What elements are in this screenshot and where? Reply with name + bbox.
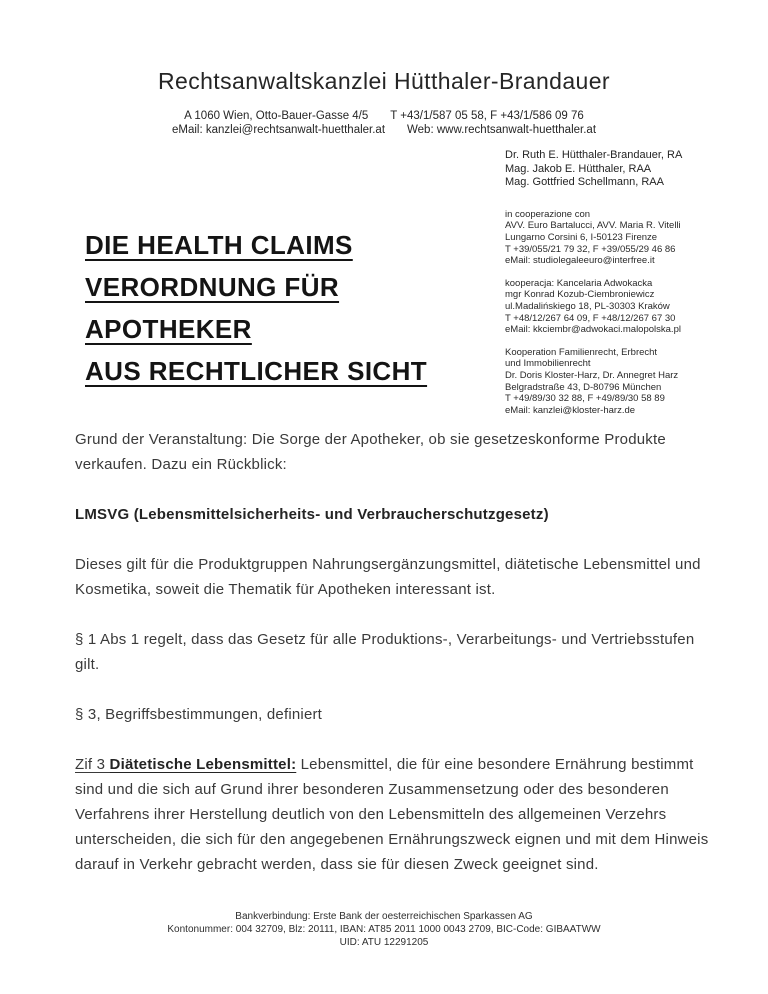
paragraph-product-groups: Dieses gilt für die Produktgruppen Nahrungsergänzungsmittel, diätetische Lebensmittel und Kosmetika, soweit die Thematik für Apotheken interessant ist. [75,556,701,598]
attorney-name: Dr. Ruth E. Hütthaler-Brandauer, RA [505,149,683,161]
title-line-3: AUS RECHTLICHER SICHT [85,356,428,386]
coop-line: ul.Madalińskiego 18, PL-30303 Kraków [505,300,670,312]
paragraph-intro: Grund der Veranstaltung: Die Sorge der Apotheker, ob sie gesetzeskonforme Produkte verkaufen. Dazu ein Rückblick: [75,431,666,473]
coop-line: und Immobilienrecht [505,358,591,370]
coop-line: eMail: kkciembr@adwokaci.malopolska.pl [505,324,681,336]
document-title [85,224,505,392]
letterhead [0,68,768,137]
paragraph-section-1: § 1 Abs 1 regelt, dass das Gesetz für alle Produktions-, Verarbeitungs- und Vertriebsstufen gilt. [75,631,695,673]
firm-name: Rechtsanwaltskanzlei Hütthaler-Brandauer [158,68,610,94]
contact-line-1 [0,109,768,123]
coop-line: eMail: studiolegaleeuro@interfree.it [505,255,655,267]
firm-address: A 1060 Wien, Otto-Bauer-Gasse 4/5 [184,110,369,122]
attorney-name: Mag. Jakob E. Hütthaler, RAA [505,162,652,175]
coop-line: Lungarno Corsini 6, I-50123 Firenze [505,231,658,243]
coop-line: T +48/12/267 64 09, F +48/12/267 67 30 [505,312,676,324]
title-line-2: VERORDNUNG FÜR APOTHEKER [85,272,340,344]
coop-line: AVV. Euro Bartalucci, AVV. Maria R. Vitelli [505,220,681,232]
heading-lmsvg: LMSVG (Lebensmittelsicherheits- und Verbraucherschutzgesetz) [75,506,549,523]
coop-line: Belgradstraße 43, D-80796 München [505,381,662,393]
coop-line: Dr. Doris Kloster-Harz, Dr. Annegret Harz [505,369,679,381]
coop-line: T +49/89/30 32 88, F +49/89/30 58 89 [505,393,665,405]
footer-uid-line: UID: ATU 12291205 [339,936,429,948]
document-body [75,427,709,902]
paragraph-section-3: § 3, Begriffsbestimmungen, definiert [75,706,323,723]
zif3-term: Diätetische Lebensmittel: [109,756,297,773]
footer-account-line: Kontonummer: 004 32709, Blz: 20111, IBAN: AT85 2011 1000 0043 2709, BIC-Code: GIBAATWW [167,923,601,935]
zif3-prefix: Zif 3 [75,756,110,773]
coop-line: kooperacja: Kancelaria Adwokacka [505,277,653,289]
coop-line: Kooperation Familienrecht, Erbrecht [505,346,658,358]
coop-line: in cooperazione con [505,208,591,220]
paragraph-zif3 [75,752,709,877]
cooperation-block-poland [505,278,755,336]
footer-bank-details [0,911,768,949]
coop-line: mgr Konrad Kozub-Ciembroniewicz [505,289,655,301]
attorney-name: Mag. Gottfried Schellmann, RAA [505,176,664,189]
firm-web: Web: www.rechtsanwalt-huetthaler.at [407,124,597,136]
coop-line: eMail: kanzlei@kloster-harz.de [505,404,636,416]
right-info-column [505,149,755,427]
coop-line: T +39/055/21 79 32, F +39/055/29 46 86 [505,243,676,255]
firm-phone-fax: T +43/1/587 05 58, F +43/1/586 09 76 [390,110,584,122]
contact-line-2 [0,123,768,137]
cooperation-block-italy [505,209,755,267]
footer-bank-line: Bankverbindung: Erste Bank der oesterreichischen Sparkassen AG [235,911,533,922]
zif3-definition: Lebensmittel, die für eine besondere Ernährung bestimmt sind und die sich auf Grund ihrer besonderen Zusammensetzung oder des besonderen Verfahrens ihrer Herstellung deutlich von den Lebensmitteln des allgemeinen Verzehrs unterscheiden, die sich für den angegebenen Ernährungszweck eignen und mit dem Hinweis darauf in Verkehr gebracht werden, dass sie für diesen Zweck geeignet sind. [75,756,709,873]
attorneys-list [505,149,755,190]
cooperation-block-germany [505,347,755,417]
title-line-1: DIE HEALTH CLAIMS [85,230,353,260]
firm-email: eMail: kanzlei@rechtsanwalt-huetthaler.at [171,124,386,136]
